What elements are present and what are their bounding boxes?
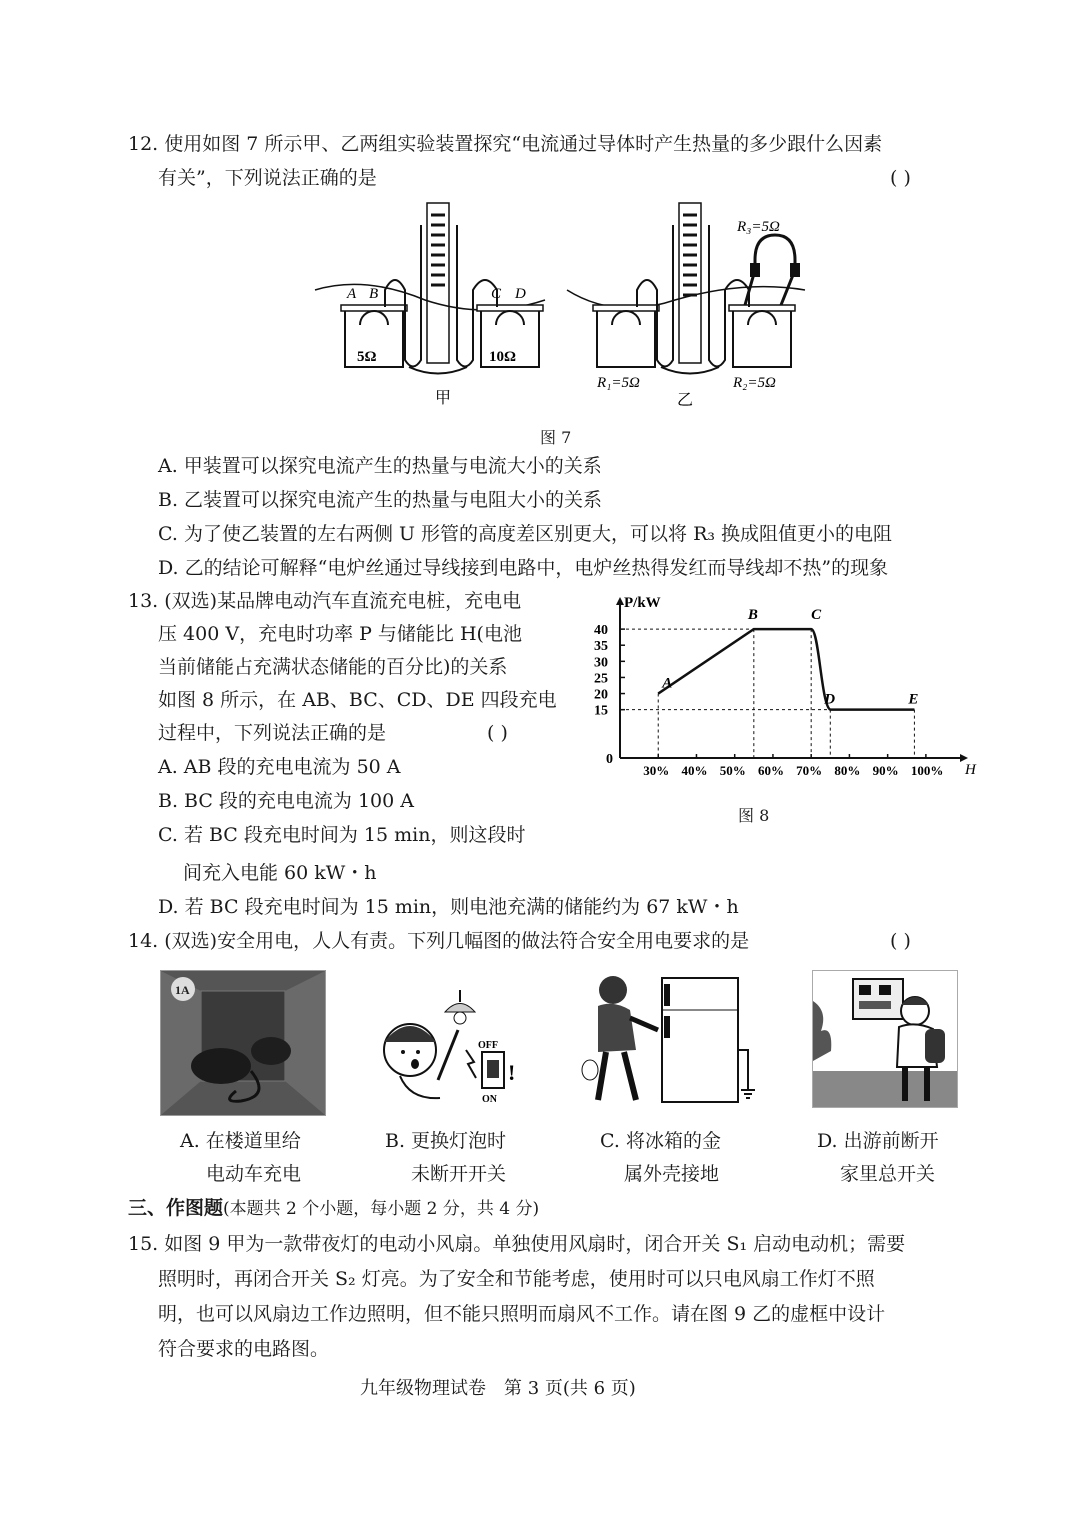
x-tick-label: 90%	[872, 763, 899, 778]
q12-line2: 有关”，下列说法正确的是	[158, 167, 377, 189]
figure-8-chart	[560, 595, 976, 795]
x-tick-label: 80%	[834, 763, 861, 778]
q13-option-b: B. BC 段的充电电流为 100 A	[158, 790, 414, 812]
point-label-e: E	[908, 691, 919, 708]
q13-line4: 如图 8 所示，在 AB、BC、CD、DE 四段充电	[158, 689, 557, 711]
q13-line5: 过程中，下列说法正确的是	[158, 722, 387, 744]
y-tick-label: 40	[594, 623, 608, 639]
yi-label: 乙	[677, 392, 694, 409]
q15-line3: 明，也可以风扇边工作边照明，但不能只照明而扇风不工作。请在图 9 乙的虚框中设计	[158, 1303, 886, 1325]
point-label-b: B	[747, 607, 758, 624]
q12-option-b: B. 乙装置可以探究电流产生的热量与电阻大小的关系	[158, 489, 603, 511]
q14-caption-d-2: 家里总开关	[840, 1163, 936, 1185]
q14-caption-b-1: B. 更换灯泡时	[385, 1130, 507, 1152]
q14-caption-a-1: A. 在楼道里给	[180, 1130, 301, 1152]
x-tick-label: 40%	[681, 763, 708, 778]
q15-line2: 照明时，再闭合开关 S₂ 灯亮。为了安全和节能考虑，使用时可以只电风扇工作灯不照	[158, 1268, 875, 1290]
svg-text:!: !	[508, 1060, 516, 1085]
q12-option-c: C. 为了使乙装置的左右两侧 U 形管的高度差区别更大，可以将 R₃ 换成阻值更小的电阻	[158, 523, 893, 545]
q13-answer-paren: ( )	[487, 722, 508, 744]
label-a: A	[347, 286, 357, 302]
section-3-heading	[128, 1197, 539, 1220]
q14-caption-b-2: 未断开开关	[411, 1163, 507, 1185]
power-curve	[658, 629, 914, 710]
r1-label: R₁=5Ω	[597, 375, 640, 391]
resistor-left-value: 5Ω	[357, 349, 377, 365]
q13-line3: 当前储能占充满状态储能的百分比)的关系	[158, 656, 508, 678]
q14-caption-c-2: 属外壳接地	[624, 1163, 720, 1185]
q14-line: 14. (双选)安全用电，人人有责。下列几幅图的做法符合安全用电要求的是	[128, 930, 750, 952]
x-axis-label: H	[965, 762, 976, 778]
figure-7-caption: 图 7	[540, 428, 572, 447]
x-tick-label: 100%	[910, 763, 944, 778]
picture-a-corridor-charging	[160, 970, 326, 1116]
y-tick-label: 25	[594, 671, 608, 687]
q14-caption-c-1: C. 将冰箱的金	[600, 1130, 721, 1152]
pic-b-off: OFF	[478, 1040, 498, 1051]
q14-answer-paren: ( )	[890, 930, 911, 952]
resistor-right-value: 10Ω	[489, 349, 517, 365]
q12-line1: 12. 使用如图 7 所示甲、乙两组实验装置探究“电流通过导体时产生热量的多少跟什么因素	[128, 133, 883, 155]
q13-option-a: A. AB 段的充电电流为 50 A	[158, 756, 401, 778]
figure-7	[305, 195, 825, 410]
q13-option-d: D. 若 BC 段充电时间为 15 min，则电池充满的储能约为 67 kW・h	[158, 896, 739, 918]
jia-label: 甲	[435, 390, 452, 407]
picture-b-changing-bulb	[370, 980, 530, 1110]
label-b: B	[369, 286, 379, 302]
q14-caption-a-2: 电动车充电	[206, 1163, 302, 1185]
picture-c-fridge-grounding	[578, 970, 758, 1110]
q12-option-d: D. 乙的结论可解释“电炉丝通过导线接到电路中，电炉丝热得发红而导线却不热”的现象	[158, 557, 889, 579]
q13-line1: 13. (双选)某品牌电动汽车直流充电桩，充电电	[128, 590, 522, 612]
q13-option-c: C. 若 BC 段充电时间为 15 min，则这段时	[158, 824, 526, 846]
x-tick-label: 50%	[719, 763, 746, 778]
y-tick-label: 35	[594, 639, 608, 655]
y-axis-arrow	[616, 597, 624, 605]
point-label-a: A	[662, 675, 673, 692]
q13-line2: 压 400 V，充电时功率 P 与储能比 H(电池	[158, 623, 522, 645]
y-tick-label: 30	[594, 655, 608, 671]
point-label-d: D	[824, 691, 836, 708]
section-3-note: (本题共 2 个小题，每小题 2 分，共 4 分)	[223, 1199, 540, 1219]
x-axis-arrow	[960, 754, 968, 762]
q12-option-a: A. 甲装置可以探究电流产生的热量与电流大小的关系	[158, 455, 602, 477]
label-c: C	[491, 286, 502, 302]
r3-label: R₃=5Ω	[737, 219, 780, 235]
pic-b-on: ON	[482, 1094, 497, 1105]
x-tick-label: 70%	[796, 763, 823, 778]
origin-label: 0	[606, 752, 613, 767]
y-axis-label: P/kW	[624, 595, 661, 611]
point-label-c: C	[811, 607, 822, 624]
q15-line4: 符合要求的电路图。	[158, 1338, 330, 1360]
q14-caption-d-1: D. 出游前断开	[817, 1130, 939, 1152]
section-3-title: 三、作图题	[128, 1197, 224, 1219]
figure-8-caption: 图 8	[738, 806, 770, 825]
label-d: D	[515, 286, 526, 302]
y-tick-label: 20	[594, 687, 608, 703]
x-tick-label: 30%	[643, 763, 670, 778]
x-tick-label: 60%	[757, 763, 784, 778]
q12-answer-paren: ( )	[890, 167, 911, 189]
page-footer: 九年级物理试卷 第 3 页(共 6 页)	[360, 1378, 636, 1399]
pic-a-sign: 1A	[175, 983, 190, 997]
q13-option-c-cont: 间充入电能 60 kW・h	[183, 862, 377, 884]
r2-label: R₂=5Ω	[733, 375, 776, 391]
q15-line1: 15. 如图 9 甲为一款带夜灯的电动小风扇。单独使用风扇时，闭合开关 S₁ 启动电动机；需要	[128, 1233, 906, 1255]
y-tick-label: 15	[594, 703, 608, 719]
picture-d-main-switch	[812, 970, 958, 1108]
